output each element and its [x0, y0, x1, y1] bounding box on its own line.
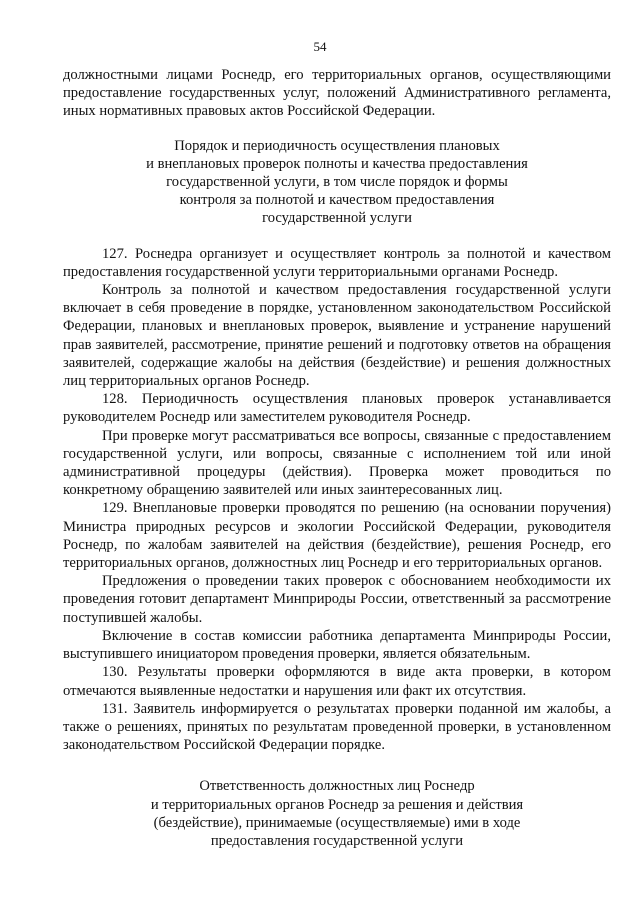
paragraph-inspection-questions: При проверке могут рассматриваться все вопросы, связанные с предоставлением государственной услуги, или вопросы, связанные с исполнением той или иной административной процедуры (действия). Проверка может проводиться по конкретному обращению заявителей или иных заинтересованных лиц. [63, 427, 611, 499]
intro-paragraph: должностными лицами Роснедр, его территориальных органов, осуществляющими предоставление государственных услуг, положений Административного регламента, иных нормативных правовых актов Российской Федерации. [63, 67, 611, 120]
heading-line: и внеплановых проверок полноты и качества предоставления [146, 155, 528, 172]
page-number: 54 [313, 39, 327, 54]
paragraph-commission: Включение в состав комиссии работника департамента Минприроды России, выступившего инициатором проведения проверки, является обязательным. [63, 627, 611, 663]
heading-line: и территориальных органов Роснедр за решения и действия [150, 796, 524, 813]
heading-line: Ответственность должностных лиц Роснедр [199, 778, 475, 795]
heading-line: Порядок и периодичность осуществления плановых [174, 137, 500, 154]
heading-line: государственной услуги [262, 210, 412, 227]
paragraph-130: 130. Результаты проверки оформляются в виде акта проверки, в котором отмечаются выявленные недостатки и нарушения или факт их отсутствия. [63, 664, 611, 699]
section-heading-responsibility [63, 777, 611, 850]
page-content [63, 66, 611, 867]
section-heading-inspections [63, 137, 611, 228]
paragraph-control-scope: Контроль за полнотой и качеством предоставления государственной услуги включает в себя проведение в порядке, установленном законодательством Российской Федерации, плановых и внеплановых проверок, выявление и устранение нарушений прав заявителей, рассмотрение, принятие решений и подготовку ответов на обращения заявителей, содержащие жалобы на действия (бездействие) и решения должностных лиц территориальных органов Роснедр. [63, 282, 611, 390]
heading-line: государственной услуги, в том числе порядок и формы [166, 174, 508, 191]
paragraph-proposals: Предложения о проведении таких проверок с обоснованием необходимости их проведения готовит департамент Минприроды России, ответственный за рассмотрение поступившей жалобы. [63, 573, 611, 626]
heading-line: предоставления государственной услуги [210, 832, 464, 849]
paragraph-128: 128. Периодичность осуществления плановых проверок устанавливается руководителем Роснедр или заместителем руководителя Роснедр. [63, 391, 611, 426]
paragraph-127: 127. Роснедра организует и осуществляет контроль за полнотой и качеством предоставления государственной услуги территориальными органами Роснедр. [63, 245, 611, 280]
heading-line: (бездействие), принимаемые (осуществляемые) ими в ходе [153, 814, 521, 831]
paragraph-129: 129. Внеплановые проверки проводятся по решению (на основании поручения) Министра природных ресурсов и экологии Российской Федерации, руководителя Роснедр, по жалобам заявителей на действия (бездействие), решения Роснедр, его территориальных органов, должностных лиц Роснедр и его территориальных органов. [63, 500, 611, 572]
paragraph-131: 131. Заявитель информируется о результатах проверки поданной им жалобы, а также о решениях, принятых по результатам проведенной проверки, в установленном законодательством Российской Федерации порядке. [63, 700, 611, 754]
heading-line: контроля за полнотой и качеством предоставления [179, 192, 495, 209]
